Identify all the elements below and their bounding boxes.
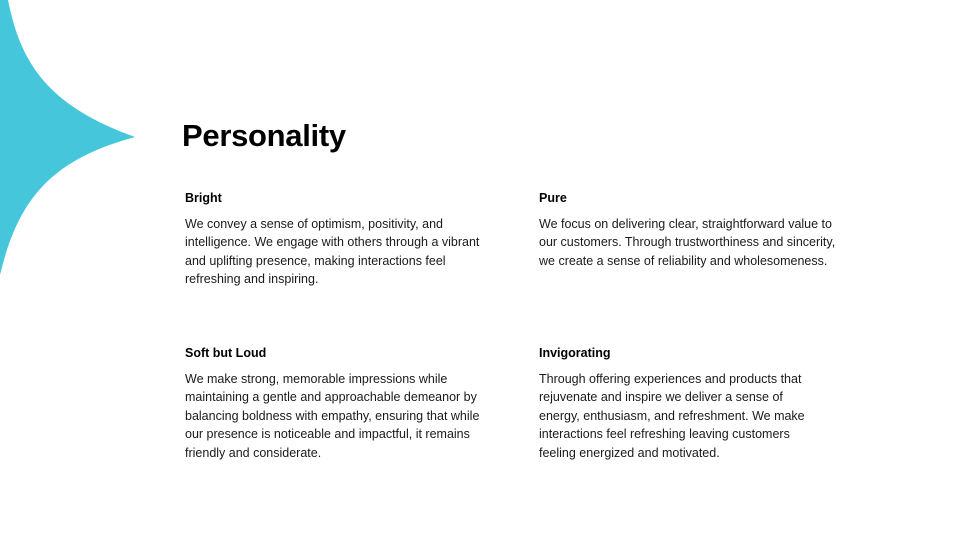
trait-soft-but-loud — [185, 345, 480, 462]
trait-heading: Pure — [539, 191, 567, 205]
trait-heading: Bright — [185, 191, 222, 205]
trait-description: We convey a sense of optimism, positivity, and intelligence. We engage with others through a vibrant and uplifting presence, making interactions feel refreshing and inspiring. — [185, 217, 480, 287]
trait-description: We focus on delivering clear, straightforward value to our customers. Through trustworthiness and sincerity, we create a sense of reliability and wholesomeness. — [539, 217, 836, 268]
trait-bright — [185, 190, 480, 289]
trait-heading: Soft but Loud — [185, 346, 267, 360]
star-shape-icon — [0, 0, 140, 280]
trait-description: We make strong, memorable impressions while maintaining a gentle and approachable demeanor by balancing boldness with empathy, ensuring that while our presence is noticeable and impactful, it remains friendly and considerate. — [185, 372, 480, 460]
trait-pure — [539, 190, 849, 270]
trait-invigorating — [539, 345, 819, 462]
page-title: Personality — [182, 118, 346, 153]
trait-heading: Invigorating — [539, 346, 611, 360]
trait-description: Through offering experiences and products that rejuvenate and inspire we deliver a sense of energy, enthusiasm, and refreshment. We make interactions feel refreshing leaving customers feeling energized and motivated. — [539, 372, 805, 460]
